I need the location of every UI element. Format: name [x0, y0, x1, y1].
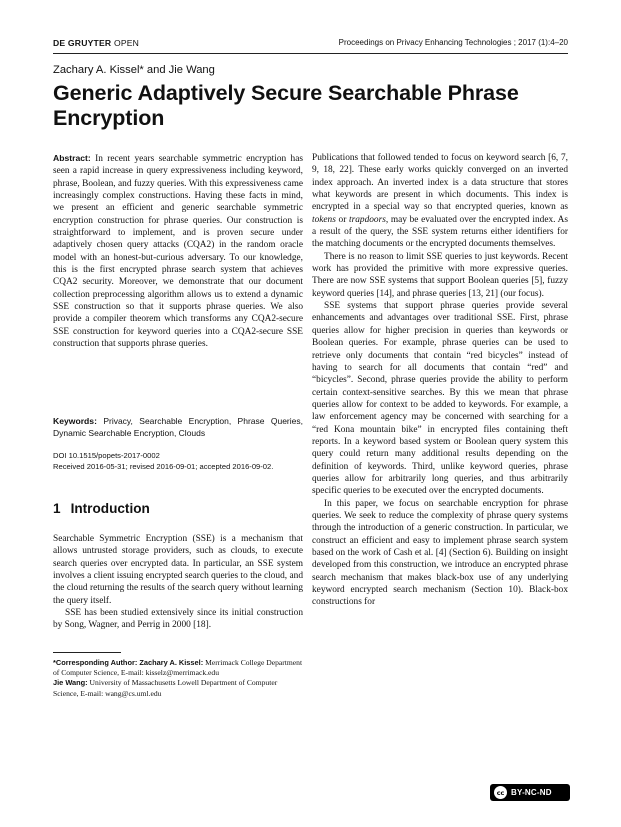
- abstract-label: Abstract:: [53, 153, 91, 163]
- doi-block: [53, 451, 303, 472]
- journal-info: Proceedings on Privacy Enhancing Technologies ; 2017 (1):4–20: [338, 38, 568, 47]
- corresponding-author-note: [53, 658, 303, 678]
- doi: DOI 10.1515/popets-2017-0002: [53, 451, 160, 460]
- section-number: 1: [53, 501, 61, 516]
- word-or: or: [338, 214, 347, 225]
- license-badge[interactable]: [490, 784, 570, 801]
- section-heading: [53, 501, 150, 516]
- right-paragraph-4: In this paper, we focus on searchable encryption for phrase queries. We seek to reduce the complexity of phrase query systems through the introduction of a generic construction. In particular, we construct an efficient and easy to implement phrase search system based on the work of Cash et al. [4] (Section 6). Building on insight developed from this construction, we introduce an encrypted phrase search mechanism that makes black-box use of any underlying keyword encrypted search mechanism (Section 10). Black-box constructions for: [312, 498, 568, 608]
- right-column: [312, 152, 568, 609]
- author-footnote: [53, 658, 303, 699]
- corresponding-author-label: *Corresponding Author: Zachary A. Kissel:: [53, 658, 204, 667]
- right-paragraph-1: [312, 152, 568, 251]
- abstract-block: [53, 152, 303, 351]
- license-label: BY-NC-ND: [511, 788, 552, 797]
- abstract-paragraph: [53, 152, 303, 351]
- author-line: Zachary A. Kissel* and Jie Wang: [53, 64, 215, 76]
- term-trapdoors: trapdoors: [349, 214, 386, 225]
- publisher-rest: OPEN: [113, 38, 140, 48]
- term-tokens: tokens: [312, 214, 336, 225]
- right-paragraph-2: There is no reason to limit SSE queries to just keywords. Recent work has provided the primitive with more expressive queries. There are now SSE systems that support Boolean queries [5], fuzzy keyword queries [14], and phrase queries [13, 21] (our focus).: [312, 251, 568, 299]
- publisher-name: [53, 38, 139, 48]
- second-author-text: University of Massachusetts Lowell Department of Computer Science, E-mail: wang@cs.uml.edu: [53, 678, 278, 698]
- received-dates: Received 2016-05-31; revised 2016-09-01; accepted 2016-09-02.: [53, 461, 274, 471]
- corresponding-author-text: Merrimack College Department of Computer Science, E-mail: kisselz@merrimack.edu: [53, 658, 303, 678]
- section-title: Introduction: [70, 501, 150, 516]
- right-paragraph-1-b: , may be evaluated over the encrypted index. As a result of the query, the SSE system returns either identifiers for the matching documents or the encrypted documents themselves.: [312, 214, 569, 250]
- paper-title: Generic Adaptively Secure Searchable Phrase Encryption: [53, 81, 519, 130]
- keywords-paragraph: [53, 415, 303, 440]
- cc-icon: cc: [494, 786, 507, 799]
- intro-left-column: [53, 533, 303, 632]
- keywords-label: Keywords:: [53, 416, 97, 426]
- second-author-label: Jie Wang:: [53, 678, 88, 688]
- right-paragraph-1-a: Publications that followed tended to focus on keyword search [6, 7, 9, 18, 22]. These early works quickly converged on an inverted index approach. An inverted index is a data structure that stores what keywords are present in which documents. This index is encrypted in a special way so that encrypted queries, known as: [312, 153, 568, 213]
- intro-paragraph-2: SSE has been studied extensively since its initial construction by Song, Wagner, and Perrig in 2000 [18].: [53, 608, 303, 631]
- second-author-note: [53, 678, 303, 698]
- keywords-block: [53, 415, 303, 440]
- publisher-bold: DE GRUYTER: [53, 38, 112, 48]
- intro-paragraph-1: Searchable Symmetric Encryption (SSE) is a mechanism that allows untrusted storage providers, such as clouds, to execute search queries over encrypted data. In particular, an SSE system involves a client issuing encrypted search queries to the cloud, and the cloud returning the results of the search query without learning the query itself.: [53, 534, 303, 606]
- keywords-text: Privacy, Searchable Encryption, Phrase Queries, Dynamic Searchable Encryption, Clouds: [53, 416, 303, 439]
- footnote-rule: [53, 652, 121, 653]
- right-paragraph-3: SSE systems that support phrase queries provide several enhancements and advantages over traditional SSE. First, phrase queries allow for higher precision in queries than keywords or Boolean queries. For example, phrase queries can be used to retrieve only documents that contain “red bicycles” instead of having to search for all documents that contain “red” and “bicycles”. Second, phrase queries provide the ability to perform certain context-sensitive searches. By this we mean that phrase queries allow for context to be added to keywords. For example, a law enforcement agency may be concerned with searching for a “red Kona mountain bike” in encrypted files containing theft reports. In a keyword based system or Boolean query system this query could return many additional results depending on the definition of keywords. Third, unlike keyword queries, phrase queries allow for arbitrarily long queries, and thus arbitrarily specific queries to be executed over the encrypted documents.: [312, 301, 568, 497]
- abstract-text: In recent years searchable symmetric encryption has seen a rapid increase in query expressiveness including keyword, phrase, Boolean, and fuzzy queries. With this expressiveness came increasingly complex constructions. Having these facts in mind, we present an efficient and generic searchable symmetric encryption construction for phrase queries. Our construction is straightforward to implement, and is proven secure under adaptively chosen query attacks (CQA2) in the random oracle model with an honest-but-curious adversary. To our knowledge, this is the first encrypted phrase search system that achieves CQA2 security. Moreover, we demonstrate that our document collection preprocessing algorithm allows us to extend a dynamic SSE construction so that it supports phrase queries. We also provide a compiler theorem which transforms any CQA2-secure SSE construction for keyword queries into a CQA2-secure SSE construction that supports phrase queries.: [53, 154, 303, 350]
- header-rule: [53, 53, 568, 54]
